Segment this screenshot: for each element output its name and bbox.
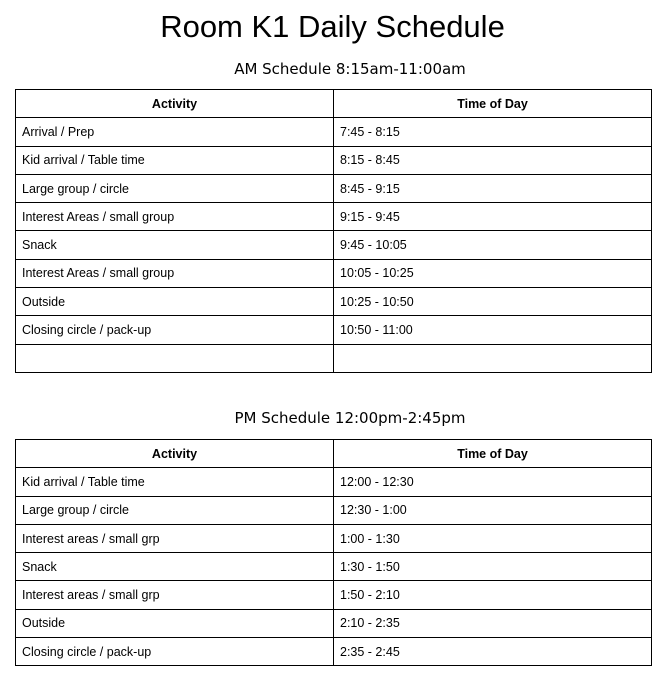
activity-cell — [16, 344, 334, 372]
activity-cell: Outside — [16, 609, 334, 637]
table-row — [16, 496, 652, 524]
time-cell: 9:15 - 9:45 — [334, 203, 652, 231]
activity-cell: Interest areas / small grp — [16, 581, 334, 609]
time-cell: 1:50 - 2:10 — [334, 581, 652, 609]
table-row — [16, 146, 652, 174]
activity-cell: Snack — [16, 553, 334, 581]
table-row — [16, 524, 652, 552]
activity-cell: Closing circle / pack-up — [16, 316, 334, 344]
am-schedule-heading: AM Schedule 8:15am-11:00am — [234, 60, 466, 78]
activity-column-header: Activity — [16, 90, 334, 118]
table-row — [16, 203, 652, 231]
activity-cell: Snack — [16, 231, 334, 259]
time-cell: 10:25 - 10:50 — [334, 288, 652, 316]
table-row — [16, 638, 652, 666]
time-cell: 8:45 - 9:15 — [334, 174, 652, 202]
time-column-header: Time of Day — [334, 90, 652, 118]
table-header-row — [16, 440, 652, 468]
activity-cell: Interest Areas / small group — [16, 259, 334, 287]
activity-cell: Large group / circle — [16, 496, 334, 524]
table-header-row — [16, 90, 652, 118]
time-cell: 1:00 - 1:30 — [334, 524, 652, 552]
time-cell: 2:35 - 2:45 — [334, 638, 652, 666]
table-row — [16, 316, 652, 344]
activity-cell: Large group / circle — [16, 174, 334, 202]
table-row — [16, 581, 652, 609]
activity-cell: Kid arrival / Table time — [16, 468, 334, 496]
page-title: Room K1 Daily Schedule — [160, 9, 505, 44]
time-column-header: Time of Day — [334, 440, 652, 468]
time-cell: 2:10 - 2:35 — [334, 609, 652, 637]
activity-cell: Outside — [16, 288, 334, 316]
pm-schedule-table — [15, 439, 652, 666]
am-schedule-table — [15, 89, 652, 373]
time-cell: 7:45 - 8:15 — [334, 118, 652, 146]
table-row — [16, 118, 652, 146]
time-cell: 9:45 - 10:05 — [334, 231, 652, 259]
time-cell — [334, 344, 652, 372]
activity-column-header: Activity — [16, 440, 334, 468]
table-row — [16, 609, 652, 637]
time-cell: 12:00 - 12:30 — [334, 468, 652, 496]
time-cell: 10:05 - 10:25 — [334, 259, 652, 287]
activity-cell: Arrival / Prep — [16, 118, 334, 146]
time-cell: 8:15 - 8:45 — [334, 146, 652, 174]
table-row — [16, 259, 652, 287]
activity-cell: Interest Areas / small group — [16, 203, 334, 231]
table-row — [16, 231, 652, 259]
table-row — [16, 553, 652, 581]
table-row — [16, 174, 652, 202]
time-cell: 10:50 - 11:00 — [334, 316, 652, 344]
activity-cell: Closing circle / pack-up — [16, 638, 334, 666]
activity-cell: Kid arrival / Table time — [16, 146, 334, 174]
table-row — [16, 344, 652, 372]
table-row — [16, 468, 652, 496]
table-row — [16, 288, 652, 316]
activity-cell: Interest areas / small grp — [16, 524, 334, 552]
pm-schedule-heading: PM Schedule 12:00pm-2:45pm — [234, 409, 466, 427]
time-cell: 12:30 - 1:00 — [334, 496, 652, 524]
time-cell: 1:30 - 1:50 — [334, 553, 652, 581]
